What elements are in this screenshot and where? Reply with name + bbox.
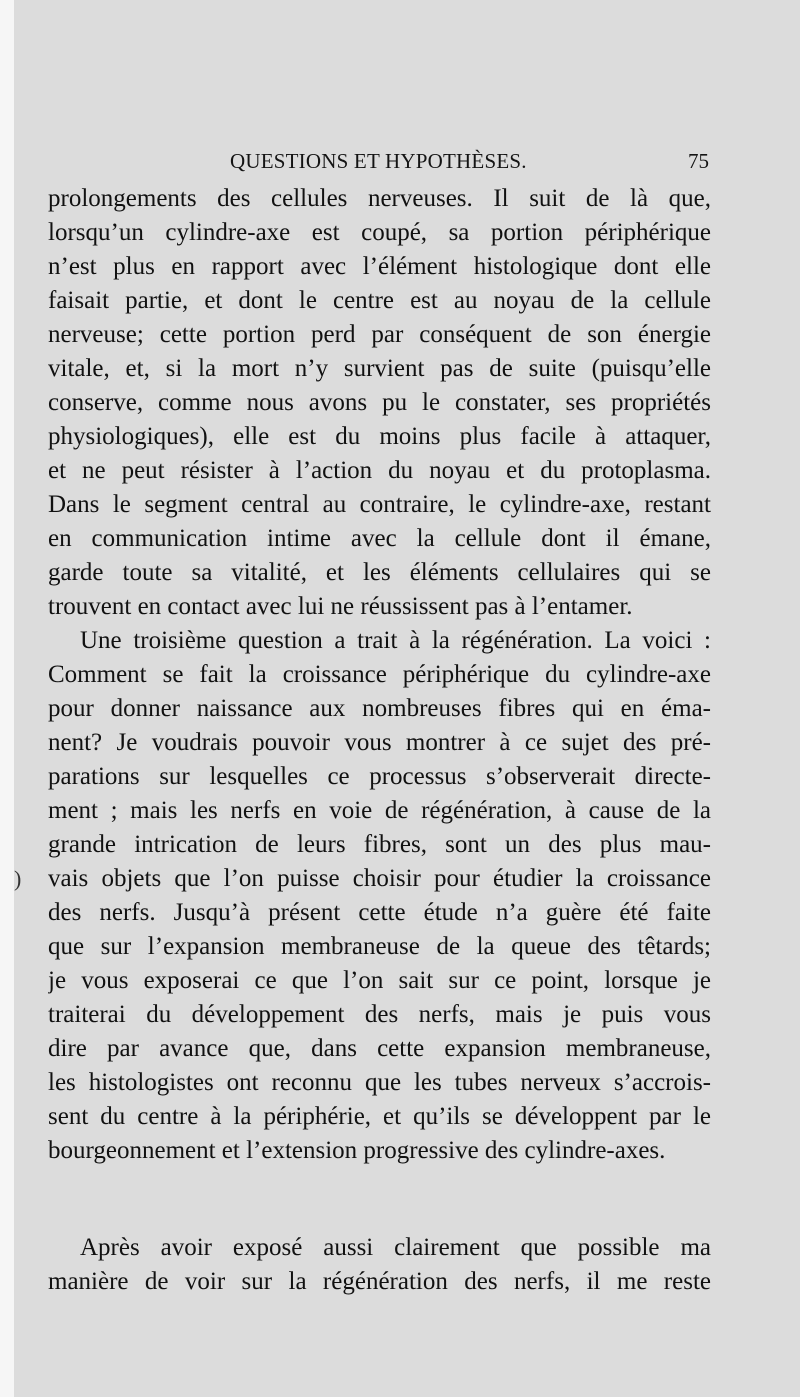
text-line: manière de voir sur la régénération des nerfs, il me reste (48, 1268, 711, 1295)
page-number: 75 (688, 149, 709, 173)
text-line: des nerfs. Jusqu’à présent cette étude n’a guère été faite (48, 899, 711, 926)
text-line: lorsqu’un cylindre-axe est coupé, sa portion périphérique (48, 219, 711, 246)
text-line: garde toute sa vitalité, et les éléments cellulaires qui se (48, 559, 711, 586)
text-line: prolongements des cellules nerveuses. Il suit de là que, (48, 185, 711, 212)
running-title: QUESTIONS ET HYPOTHÈSES. (230, 149, 527, 173)
text-line: dire par avance que, dans cette expansion membraneuse, (48, 1035, 711, 1062)
paragraph-gap (48, 1168, 711, 1231)
page-header (48, 149, 711, 175)
text-line: que sur l’expansion membraneuse de la queue des têtards; (48, 933, 711, 960)
body-text (48, 182, 711, 1299)
text-line: vais objets que l’on puisse choisir pour étudier la croissance (48, 865, 711, 892)
text-line: conserve, comme nous avons pu le constater, ses propriétés (48, 389, 711, 416)
text-line: n’est plus en rapport avec l’élément histologique dont elle (48, 253, 711, 280)
text-line: trouvent en contact avec lui ne réussissent pas à l’entamer. (48, 593, 633, 620)
text-line: parations sur lesquelles ce processus s’observerait directe- (48, 763, 711, 790)
text-line: physiologiques), elle est du moins plus facile à attaquer, (48, 423, 711, 450)
text-line: et ne peut résister à l’action du noyau et du protoplasma. (48, 457, 711, 484)
text-line: nerveuse; cette portion perd par conséquent de son énergie (48, 321, 711, 348)
text-line: les histologistes ont reconnu que les tubes nerveux s’accrois- (48, 1069, 711, 1096)
text-line: nent? Je voudrais pouvoir vous montrer à ce sujet des pré- (48, 729, 711, 756)
margin-mark: ) (14, 866, 22, 891)
text-line: bourgeonnement et l’extension progressive des cylindre-axes. (48, 1137, 666, 1164)
text-line: en communication intime avec la cellule dont il émane, (48, 525, 711, 552)
text-line: traiterai du développement des nerfs, mais je puis vous (48, 1001, 711, 1028)
page-edge (0, 0, 14, 1397)
text-line: Comment se fait la croissance périphérique du cylindre-axe (48, 661, 711, 688)
text-line: faisait partie, et dont le centre est au noyau de la cellule (48, 287, 711, 314)
text-line: grande intrication de leurs fibres, sont un des plus mau- (48, 831, 711, 858)
text-line: ment ; mais les nerfs en voie de régénération, à cause de la (48, 797, 711, 824)
text-line: pour donner naissance aux nombreuses fibres qui en éma- (48, 695, 711, 722)
paragraph-start-line: Après avoir exposé aussi clairement que possible ma (80, 1234, 711, 1261)
text-line: Dans le segment central au contraire, le cylindre-axe, restant (48, 491, 711, 518)
text-line: sent du centre à la périphérie, et qu’ils se développent par le (48, 1103, 711, 1130)
paragraph-start-line: Une troisième question a trait à la régénération. La voici : (80, 627, 711, 654)
text-line: je vous exposerai ce que l’on sait sur ce point, lorsque je (48, 967, 711, 994)
text-line: vitale, et, si la mort n’y survient pas de suite (puisqu’elle (48, 355, 711, 382)
